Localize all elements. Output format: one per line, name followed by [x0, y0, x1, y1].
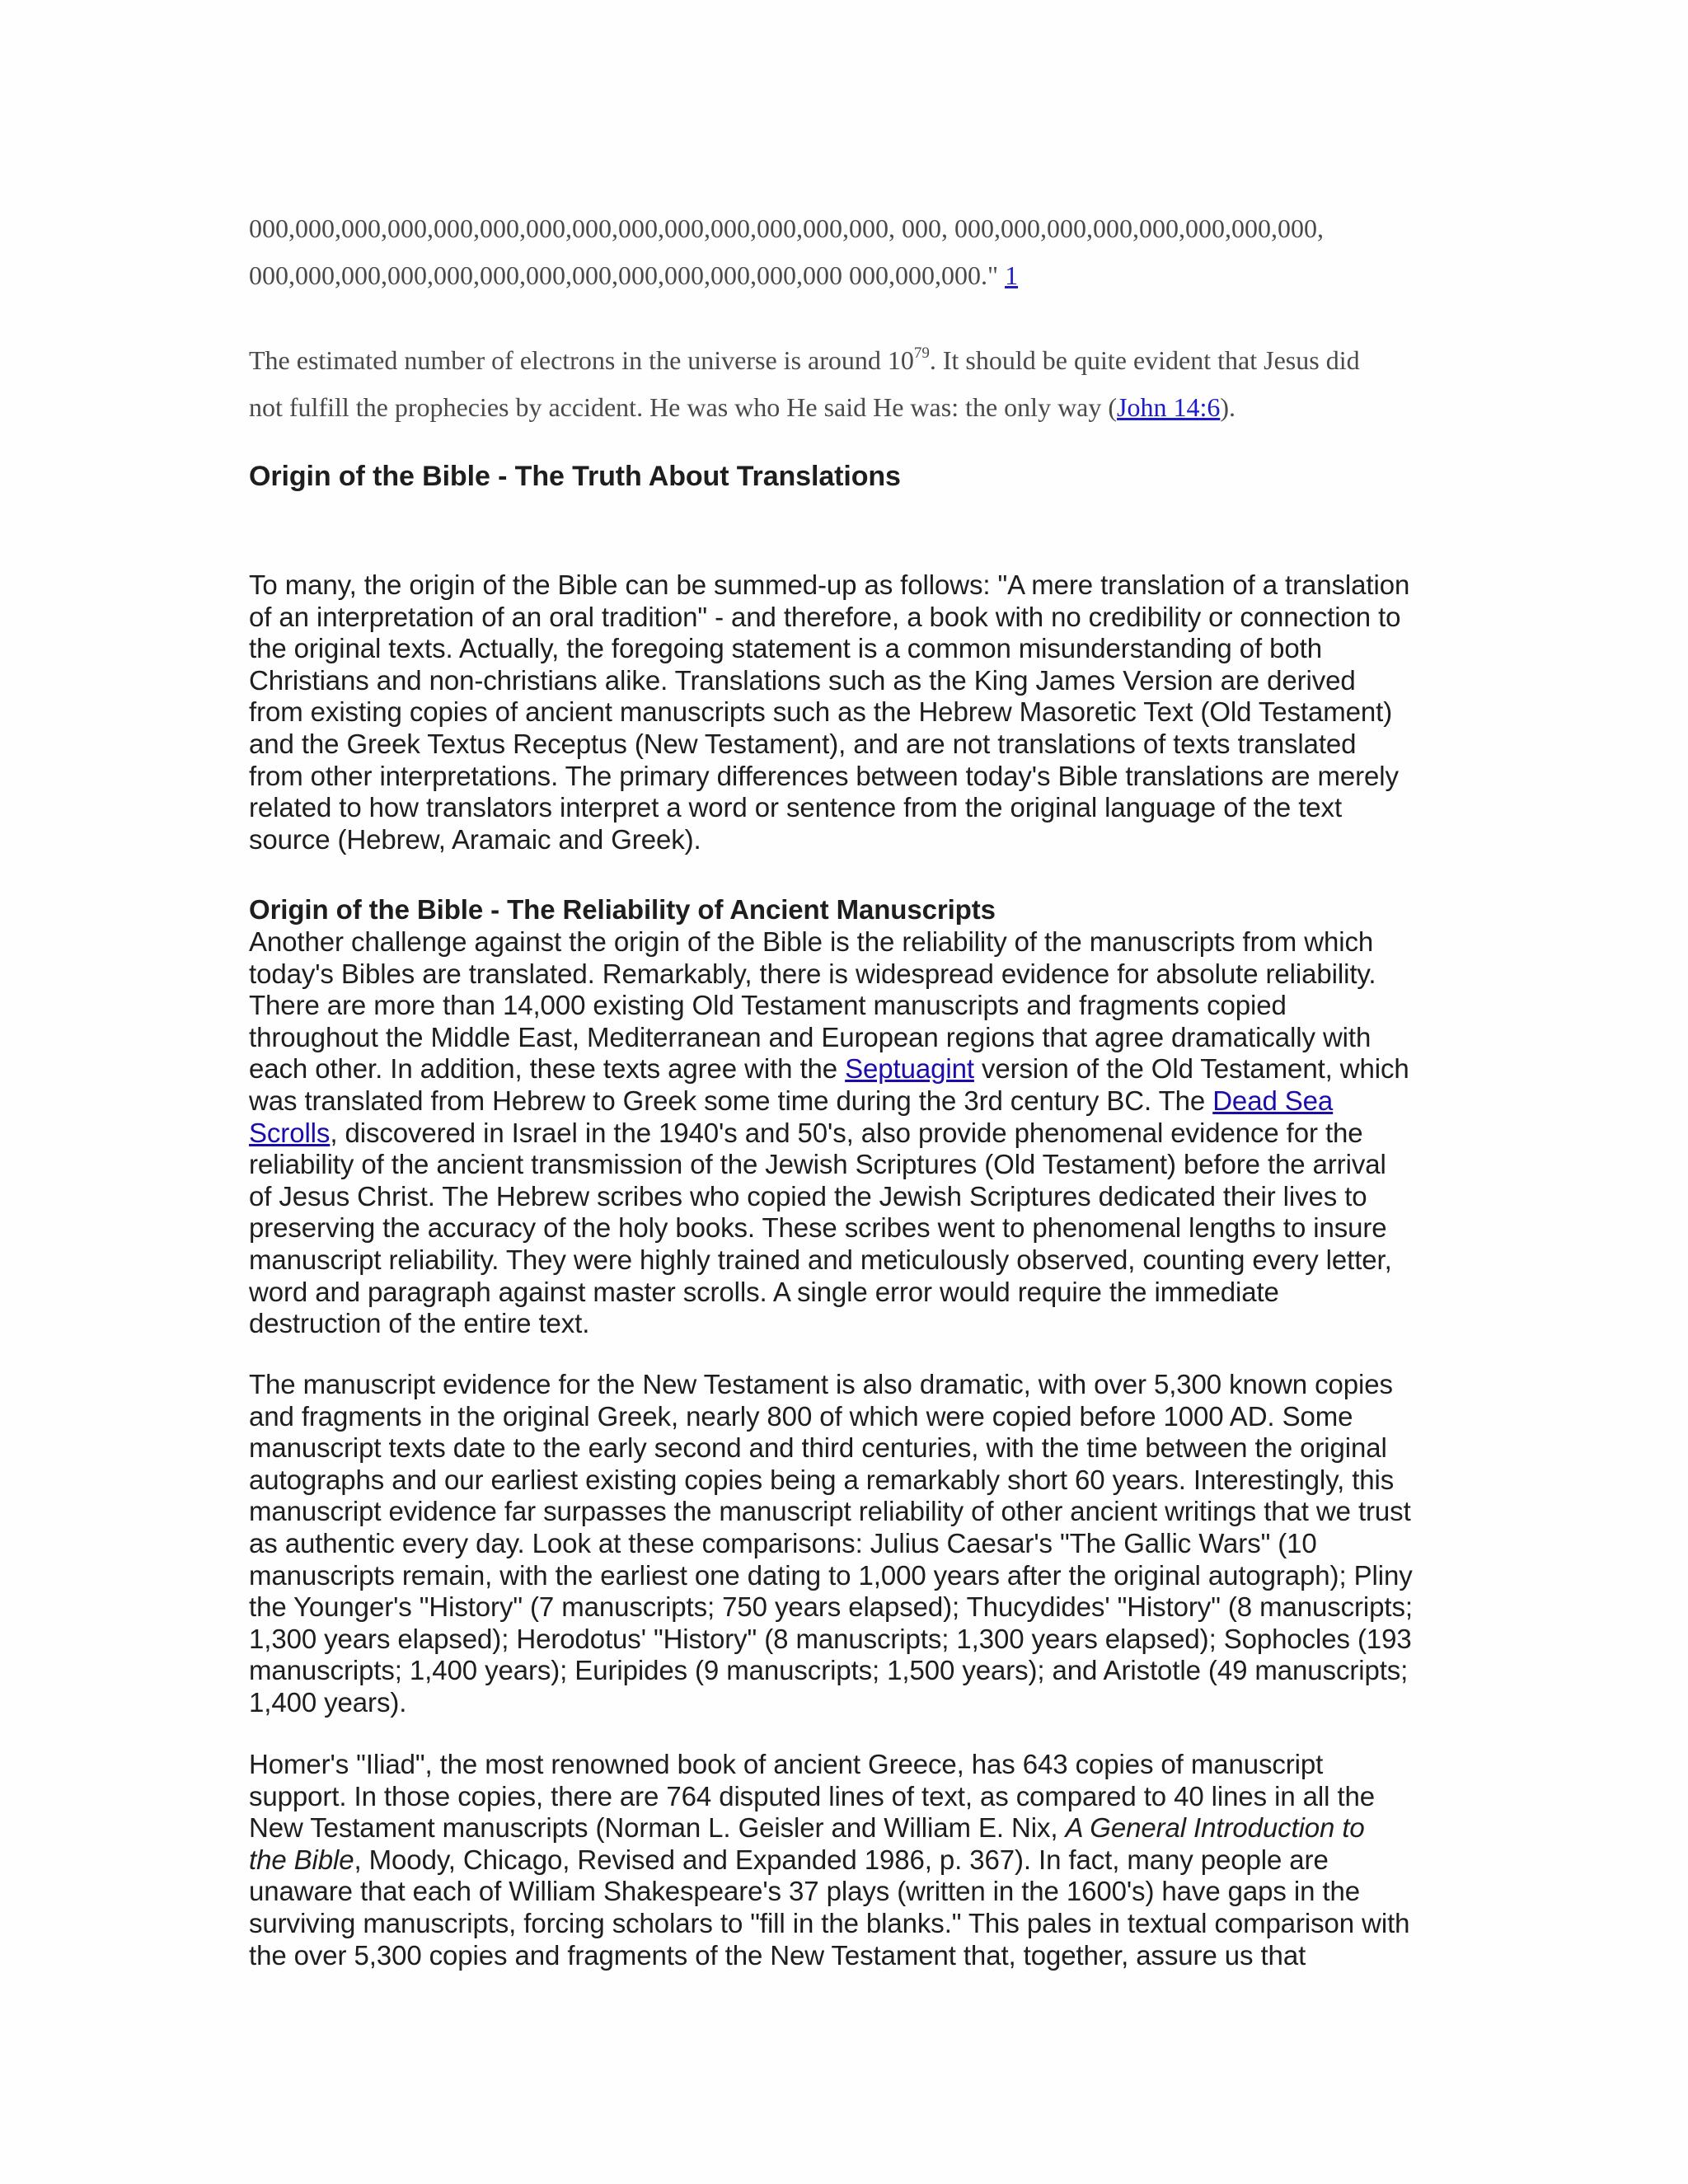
paragraph-line: manuscript reliability. They were highly trained and meticulously observed, counting every letter,: [249, 1244, 1392, 1275]
manuscripts-paragraph: [249, 926, 1452, 1340]
paragraph-line: [249, 1844, 1452, 1877]
paragraph-line: To many, the origin of the Bible can be summed-up as follows: "A mere translation of a translation: [249, 569, 1410, 600]
paragraph-line: the original texts. Actually, the foregoing statement is a common misunderstanding of both: [249, 633, 1322, 664]
paragraph-line: 1,400 years).: [249, 1686, 407, 1718]
book-title-italic: A General Introduction to: [1065, 1812, 1365, 1844]
paragraph-line: throughout the Middle East, Mediterranean and European regions that agree dramatically with: [249, 1021, 1372, 1052]
paragraph-line: surviving manuscripts, forcing scholars to "fill in the blanks." This pales in textual comparison with: [249, 1907, 1410, 1938]
john-14-6-link[interactable]: John 14:6: [1117, 392, 1221, 422]
paragraph-line: [249, 1812, 1452, 1844]
line-text: was translated from Hebrew to Greek some time during the 3rd century BC. The: [249, 1085, 1213, 1116]
paragraph-line: manuscripts; 1,400 years); Euripides (9 manuscripts; 1,500 years); and Aristotle (49 manuscripts;: [249, 1655, 1409, 1686]
paragraph-line: manuscript texts date to the early second and third centuries, with the time between the original: [249, 1432, 1387, 1464]
paragraph-line: and fragments in the original Greek, nearly 800 of which were copied before 1000 AD. Some: [249, 1400, 1353, 1432]
line-text: each other. In addition, these texts agree with the: [249, 1053, 846, 1085]
paragraph-line: related to how translators interpret a word or sentence from the original language of the text: [249, 792, 1343, 823]
electrons-line-2-text-b: ).: [1220, 392, 1236, 422]
paragraph-line: autographs and our earliest existing copies being a remarkably short 60 years. Interestingly, this: [249, 1464, 1395, 1495]
electrons-line-1-text-b: . It should be quite evident that Jesus did: [929, 345, 1360, 375]
footnote-link[interactable]: 1: [1005, 260, 1019, 290]
paragraph-line: the Younger's "History" (7 manuscripts; 750 years elapsed); Thucydides' "History" (8 manuscripts;: [249, 1591, 1413, 1623]
translations-paragraph: [249, 569, 1452, 855]
paragraph-line: There are more than 14,000 existing Old Testament manuscripts and fragments copied: [249, 990, 1287, 1021]
paragraph-line: word and paragraph against master scrolls. A single error would require the immediate: [249, 1276, 1279, 1307]
line-text: version of the Old Testament, which: [973, 1053, 1409, 1085]
paragraph-line: Homer's "Iliad", the most renowned book of ancient Greece, has 643 copies of manuscript: [249, 1749, 1324, 1779]
paragraph-line: of Jesus Christ. The Hebrew scribes who copied the Jewish Scriptures dedicated their lives to: [249, 1180, 1367, 1212]
paragraph-line: [249, 1085, 1452, 1118]
line-text: , discovered in Israel in the 1940's and 50's, also provide phenomenal evidence for the: [330, 1117, 1363, 1148]
dead-sea-scrolls-link-cont[interactable]: Scrolls: [249, 1117, 331, 1148]
iliad-comparison-paragraph: [249, 1749, 1452, 1971]
line-text: New Testament manuscripts (Norman L. Geisler and William E. Nix,: [249, 1812, 1066, 1844]
paragraph-line: reliability of the ancient transmission of the Jewish Scriptures (Old Testament) before the arrival: [249, 1149, 1386, 1180]
electrons-line-1: [249, 337, 1452, 384]
paragraph-line: from other interpretations. The primary differences between today's Bible translations are merely: [249, 760, 1399, 791]
paragraph-line: destruction of the entire text.: [249, 1308, 590, 1339]
book-title-italic: the Bible: [249, 1844, 354, 1875]
paragraph-line: the over 5,300 copies and fragments of the New Testament that, together, assure us that: [249, 1939, 1306, 1971]
heading-truth-about-translations: Origin of the Bible - The Truth About Translations: [249, 461, 901, 492]
new-testament-evidence-paragraph: [249, 1369, 1452, 1719]
paragraph-line: and the Greek Textus Receptus (New Testament), and are not translations of texts translated: [249, 728, 1357, 759]
electrons-line-2: [249, 384, 1452, 431]
zeros-quote-paragraph: [249, 205, 1452, 299]
zeros-line-1: 000,000,000,000,000,000,000,000,000,000,000,000,000,000, 000, 000,000,000,000,000,000,000,000,: [249, 213, 1324, 243]
zeros-line-2: [249, 252, 1452, 299]
septuagint-link[interactable]: Septuagint: [845, 1053, 974, 1085]
electrons-line-1-text-a: The estimated number of electrons in the universe is around 10: [249, 345, 914, 375]
paragraph-line: manuscripts remain, with the earliest one dating to 1,000 years after the original autograph); Pliny: [249, 1559, 1413, 1591]
paragraph-line: today's Bibles are translated. Remarkably, there is widespread evidence for absolute reliability.: [249, 958, 1376, 989]
paragraph-line: [249, 1053, 1452, 1085]
paragraph-line: from existing copies of ancient manuscripts such as the Hebrew Masoretic Text (Old Testament): [249, 696, 1393, 728]
paragraph-line: 1,300 years elapsed); Herodotus' "History" (8 manuscripts; 1,300 years elapsed); Sophocles (193: [249, 1623, 1412, 1654]
paragraph-line: support. In those copies, there are 764 disputed lines of text, as compared to 40 lines in all the: [249, 1780, 1376, 1811]
paragraph-line: unaware that each of William Shakespeare's 37 plays (written in the 1600's) have gaps in the: [249, 1876, 1360, 1907]
paragraph-line: Christians and non-christians alike. Translations such as the King James Version are derived: [249, 664, 1356, 696]
exponent: 79: [913, 344, 930, 362]
paragraph-line: preserving the accuracy of the holy books. These scribes went to phenomenal lengths to insure: [249, 1212, 1387, 1244]
paragraph-line: of an interpretation of an oral tradition" - and therefore, a book with no credibility or connection to: [249, 601, 1401, 632]
line-text: , Moody, Chicago, Revised and Expanded 1986, p. 367). In fact, many people are: [354, 1844, 1329, 1875]
paragraph-line: The manuscript evidence for the New Testament is also dramatic, with over 5,300 known copies: [249, 1369, 1393, 1399]
electrons-line-2-text-a: not fulfill the prophecies by accident. He was who He said He was: the only way (: [249, 392, 1118, 422]
heading-reliability-of-manuscripts: Origin of the Bible - The Reliability of Ancient Manuscripts: [249, 894, 996, 925]
paragraph-line: Another challenge against the origin of the Bible is the reliability of the manuscripts from which: [249, 926, 1374, 957]
paragraph-line: as authentic every day. Look at these comparisons: Julius Caesar's "The Gallic Wars" (10: [249, 1527, 1317, 1558]
dead-sea-scrolls-link[interactable]: Dead Sea: [1212, 1085, 1334, 1116]
electrons-paragraph: [249, 337, 1452, 431]
paragraph-line: source (Hebrew, Aramaic and Greek).: [249, 823, 701, 855]
paragraph-line: [249, 1118, 1452, 1150]
paragraph-line: manuscript evidence far surpasses the manuscript reliability of other ancient writings that we trust: [249, 1496, 1411, 1527]
zeros-line-2-text: 000,000,000,000,000,000,000,000,000,000,000,000,000 000,000,000.": [249, 260, 999, 290]
